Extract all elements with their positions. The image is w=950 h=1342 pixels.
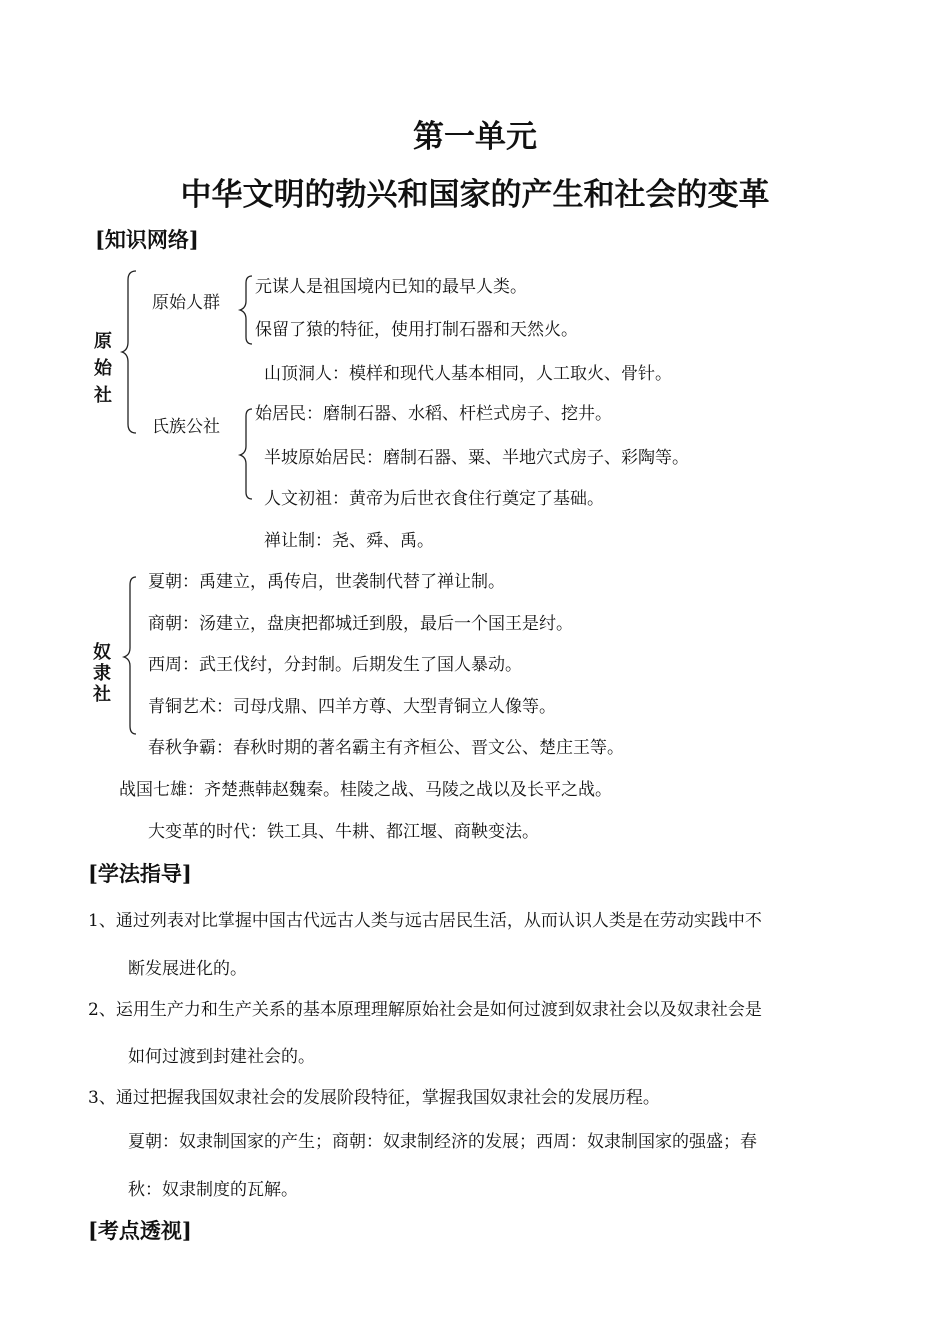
- method-item-2-line-2: 如何过渡到封建社会的。: [128, 1047, 315, 1067]
- horde-item-1: 元谋人是祖国境内已知的最早人类。: [255, 277, 527, 297]
- group-clan-commune: 氏族公社: [152, 417, 220, 437]
- slave-item-4: 青铜艺术：司母戊鼎、四羊方尊、大型青铜立人像等。: [148, 697, 556, 717]
- slave-item-7: 大变革的时代：铁工具、牛耕、都江堰、商鞅变法。: [148, 822, 539, 842]
- method-item-1-line-2: 断发展进化的。: [128, 959, 247, 979]
- slave-item-1: 夏朝：禹建立，禹传启，世袭制代替了禅让制。: [148, 572, 505, 592]
- method-heading: [学法指导]: [88, 861, 192, 886]
- slave-item-2: 商朝：汤建立，盘庚把都城迁到殷，最后一个国王是纣。: [148, 614, 573, 634]
- unit-title: 第一单元: [413, 119, 537, 155]
- method-item-2-line-1: 2、运用生产力和生产关系的基本原理理解原始社会是如何过渡到奴隶社会以及奴隶社会是: [88, 1000, 762, 1020]
- slave-item-5: 春秋争霸：春秋时期的著名霸主有齐桓公、晋文公、楚庄王等。: [148, 738, 624, 758]
- method-item-3-line-1: 3、通过把握我国奴隶社会的发展阶段特征，掌握我国奴隶社会的发展历程。: [88, 1088, 660, 1108]
- slave-brace: [124, 576, 142, 736]
- primitive-society-label: 原始社: [94, 331, 112, 406]
- clan-item-3: 人文初祖：黄帝为后世衣食住行奠定了基础。: [264, 489, 604, 509]
- method-item-1-line-1: 1、通过列表对比掌握中国古代远古人类与远古居民生活，从而认识人类是在劳动实践中不: [88, 911, 762, 931]
- knowledge-heading: [知识网络]: [95, 227, 199, 252]
- primitive-brace: [122, 270, 142, 435]
- slave-item-6: 战国七雄：齐楚燕韩赵魏秦。桂陵之战、马陵之战以及长平之战。: [119, 780, 612, 800]
- clan-item-2: 半坡原始居民：磨制石器、粟、半地穴式房子、彩陶等。: [264, 448, 689, 468]
- exam-heading: [考点透视]: [88, 1218, 192, 1243]
- clan-item-4: 禅让制：尧、舜、禹。: [264, 531, 434, 551]
- slave-society-label: 奴隶社: [93, 642, 111, 705]
- method-item-3-line-3: 秋：奴隶制度的瓦解。: [128, 1180, 298, 1200]
- method-item-3-line-2: 夏朝：奴隶制国家的产生；商朝：奴隶制经济的发展；西周：奴隶制国家的强盛；春: [128, 1132, 757, 1152]
- group-primitive-horde: 原始人群: [152, 293, 220, 313]
- horde-item-2: 保留了猿的特征，使用打制石器和天然火。: [255, 320, 578, 340]
- slave-item-3: 西周：武王伐纣，分封制。后期发生了国人暴动。: [148, 655, 522, 675]
- clan-brace: [240, 408, 258, 500]
- unit-subtitle: 中华文明的勃兴和国家的产生和社会的变革: [180, 177, 770, 213]
- clan-item-1: 始居民：磨制石器、水稻、杆栏式房子、挖井。: [255, 404, 612, 424]
- horde-item-3: 山顶洞人：模样和现代人基本相同，人工取火、骨针。: [264, 364, 672, 384]
